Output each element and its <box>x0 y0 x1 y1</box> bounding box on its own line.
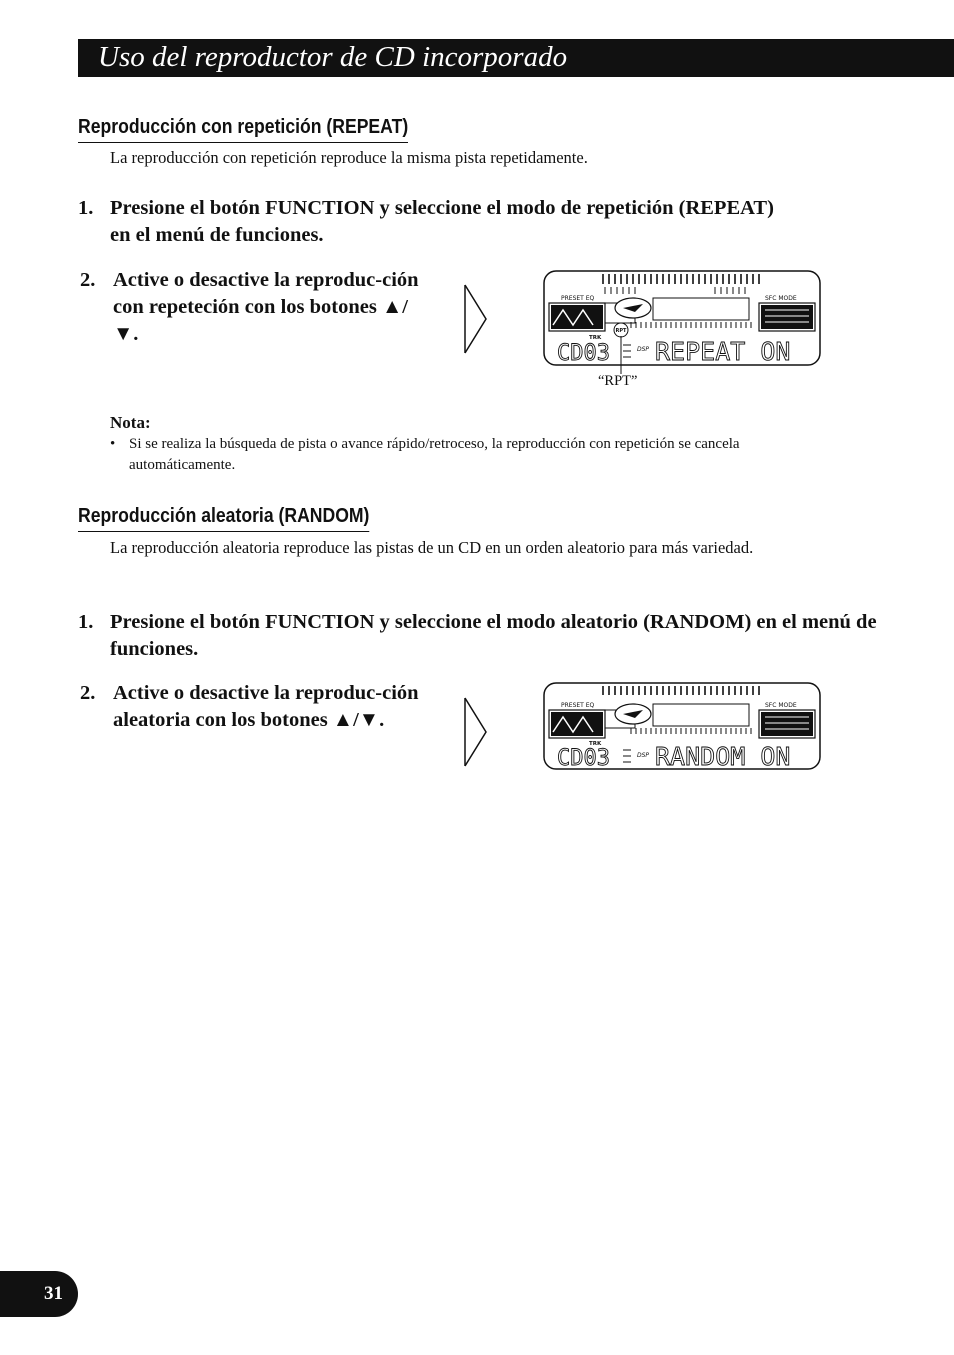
svg-text:CD03: CD03 <box>557 746 610 771</box>
repeat-intro: La reproducción con repetición reproduce la misma pista repetidamente. <box>110 148 588 167</box>
step-number: 2. <box>80 682 96 704</box>
bullet: • <box>110 436 116 452</box>
chevron-right-icon <box>462 283 490 355</box>
random-intro: La reproducción aleatoria reproduce las pistas de un CD en un orden aleatorio para más variedad. <box>110 538 754 557</box>
svg-text:PRESET EQ: PRESET EQ <box>561 702 595 709</box>
random-step-1 <box>78 609 888 663</box>
chevron-right-icon <box>462 696 490 768</box>
note-text: Si se realiza la búsqueda de pista o avance rápido/retroceso, la reproducción con repetición se cancela automáticamente. <box>129 436 740 473</box>
step-text: Active o desactive la reproduc-ción aleatoria con los botones ▲/▼. <box>113 682 419 731</box>
note-title: Nota: <box>110 413 151 432</box>
step-text: Presione el botón FUNCTION y seleccione el modo de repetición (REPEAT) en el menú de funciones. <box>110 197 774 246</box>
rpt-caption: “RPT” <box>598 373 638 389</box>
svg-text:SFC MODE: SFC MODE <box>765 702 797 709</box>
rpt-callout-line <box>619 336 623 374</box>
svg-text:REPEAT ON: REPEAT ON <box>655 337 791 366</box>
step-text: Active o desactive la reproduc-ción con repeteción con los botones ▲/▼. <box>113 269 419 345</box>
step-text: Presione el botón FUNCTION y seleccione el modo aleatorio (RANDOM) en el menú de funciones. <box>110 611 877 660</box>
svg-text:DSP: DSP <box>637 346 650 353</box>
note-item <box>110 434 830 476</box>
repeat-lcd-display <box>543 270 821 368</box>
svg-text:RPT: RPT <box>615 328 627 334</box>
svg-text:TRK: TRK <box>589 741 602 747</box>
svg-text:DSP: DSP <box>637 752 650 759</box>
svg-text:TRK: TRK <box>589 335 602 341</box>
step-number: 1. <box>78 197 94 219</box>
page-number: 31 <box>44 1283 63 1304</box>
random-lcd-display <box>543 682 821 772</box>
step-number: 2. <box>80 269 96 291</box>
step-number: 1. <box>78 611 94 633</box>
repeat-step-2 <box>80 267 430 348</box>
random-heading: Reproducción aleatoria (RANDOM) <box>78 503 369 532</box>
svg-text:SFC MODE: SFC MODE <box>765 295 797 302</box>
svg-text:CD03: CD03 <box>557 341 610 366</box>
chapter-banner <box>78 39 954 77</box>
svg-text:PRESET EQ: PRESET EQ <box>561 295 595 302</box>
chapter-title: Uso del reproductor de CD incorporado <box>98 41 568 73</box>
repeat-step-1 <box>78 195 778 249</box>
repeat-heading: Reproducción con repetición (REPEAT) <box>78 114 408 143</box>
svg-text:RANDOM ON: RANDOM ON <box>655 742 791 771</box>
random-step-2 <box>80 680 420 734</box>
page-number-tab <box>0 1271 78 1317</box>
